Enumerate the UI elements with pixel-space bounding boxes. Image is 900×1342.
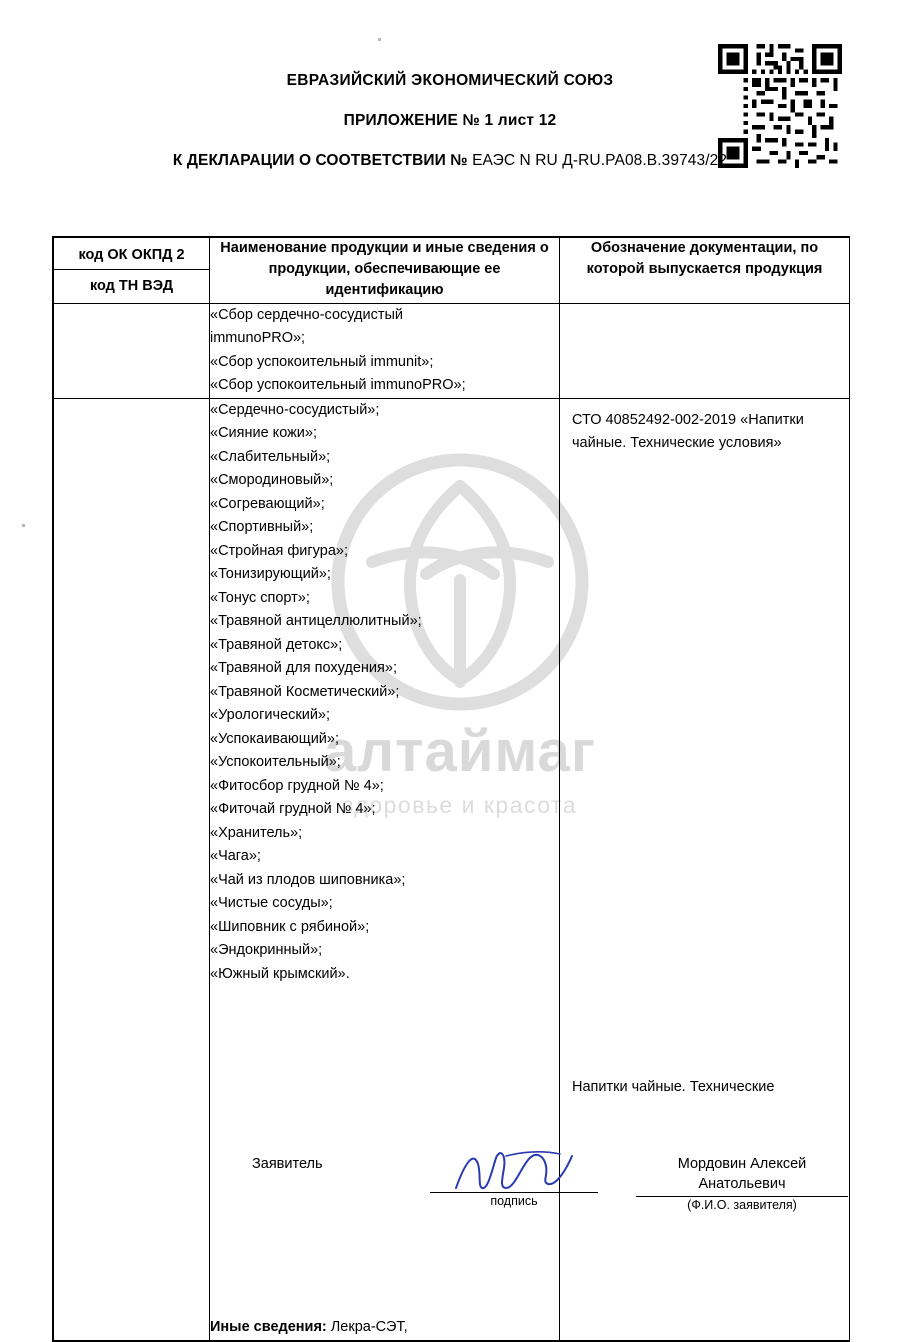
- list-item: «Фитосбор грудной № 4»;: [210, 777, 384, 794]
- list-item: «Согревающий»;: [210, 495, 325, 512]
- applicant-name-line-2: Анатольевич: [698, 1176, 786, 1192]
- handwritten-signature: [448, 1148, 578, 1194]
- list-item: «Травяной детокс»;: [210, 636, 343, 653]
- signature-line: [430, 1192, 598, 1193]
- scan-artifact: [22, 524, 25, 527]
- header-line-annex: ПРИЛОЖЕНИЕ № 1 лист 12: [343, 112, 557, 129]
- list-item: «Травяной Косметический»;: [210, 683, 400, 700]
- applicant-name-underline: [636, 1196, 848, 1197]
- product-list: [210, 399, 559, 986]
- list-item: «Травяной антицеллюлитный»;: [210, 613, 422, 630]
- signature-caption: подпись: [490, 1194, 538, 1208]
- list-item: «Успокаивающий»;: [210, 730, 339, 747]
- list-item: «Тонизирующий»;: [210, 566, 331, 583]
- list-item: «Сердечно-сосудистый»;: [210, 401, 380, 418]
- header-okpd2: код ОК ОКПД 2: [54, 238, 209, 270]
- table-header-row: [54, 238, 850, 304]
- list-item: immunoPRO»;: [210, 330, 306, 347]
- scan-artifact: [378, 38, 381, 41]
- applicant-name-caption: (Ф.И.О. заявителя): [687, 1198, 797, 1212]
- document-header: [0, 72, 900, 170]
- row1-documentation: [560, 304, 850, 399]
- applicant-label: Заявитель: [252, 1156, 323, 1172]
- product-list: [210, 304, 559, 398]
- doc-line-2: чайные. Технические условия»: [572, 435, 782, 452]
- list-item: «Сбор сердечно-сосудистый: [210, 307, 404, 323]
- list-item: «Эндокринный»;: [210, 942, 323, 959]
- header-line-eaeu: ЕВРАЗИЙСКИЙ ЭКОНОМИЧЕСКИЙ СОЮЗ: [286, 72, 614, 89]
- watermark-text: алтаймаг: [324, 719, 596, 784]
- declaration-number: ЕАЭС N RU Д-RU.РА08.В.39743/22: [472, 152, 728, 169]
- list-item: «Смородиновый»;: [210, 472, 334, 489]
- list-item: «Спортивный»;: [210, 519, 314, 536]
- signature-block: [52, 1148, 848, 1238]
- list-item: «Хранитель»;: [210, 824, 303, 841]
- row1-products: [210, 304, 560, 399]
- doc-bottom-note: Напитки чайные. Технические: [572, 1078, 775, 1095]
- list-item: «Чистые сосуды»;: [210, 895, 333, 912]
- header-documentation: Обозначение документации, по которой выпускается продукция: [560, 238, 850, 304]
- table-row: [54, 304, 850, 399]
- list-item: «Чага»;: [210, 848, 261, 865]
- list-item: «Урологический»;: [210, 707, 331, 724]
- list-item: «Травяной для похудения»;: [210, 660, 397, 677]
- list-item: «Фиточай грудной № 4»;: [210, 801, 376, 818]
- list-item: «Стройная фигура»;: [210, 542, 348, 559]
- header-product-name: Наименование продукции и иные сведения о продукции, обеспечивающие ее идентификацию: [210, 238, 560, 304]
- applicant-name-line-1: Мордовин Алексей: [677, 1156, 807, 1172]
- list-item: «Слабительный»;: [210, 448, 331, 465]
- header-line-declaration: [0, 152, 900, 170]
- header-codes-cell: [54, 238, 210, 304]
- doc-line-1: СТО 40852492-002-2019 «Напитки: [572, 411, 804, 428]
- list-item: «Чай из плодов шиповника»;: [210, 871, 406, 888]
- declaration-label: К ДЕКЛАРАЦИИ О СООТВЕТСТВИИ №: [172, 152, 468, 169]
- other-info: [210, 1316, 559, 1339]
- list-item: «Тонус спорт»;: [210, 589, 310, 606]
- list-item: «Успокоительный»;: [210, 754, 341, 771]
- other-info-value: Лекра-СЭТ,: [330, 1319, 408, 1336]
- other-info-label: Иные сведения:: [210, 1319, 327, 1336]
- list-item: «Сияние кожи»;: [210, 425, 317, 442]
- header-tnved: код ТН ВЭД: [89, 278, 174, 294]
- list-item: «Шиповник с рябиной»;: [210, 918, 370, 935]
- list-item: «Сбор успокоительный immunoPRO»;: [210, 377, 466, 394]
- list-item: «Сбор успокоительный immunit»;: [210, 353, 434, 370]
- watermark-subtext: здоровье и красота: [342, 792, 578, 818]
- row1-codes: [54, 304, 210, 399]
- list-item: «Южный крымский».: [210, 965, 350, 982]
